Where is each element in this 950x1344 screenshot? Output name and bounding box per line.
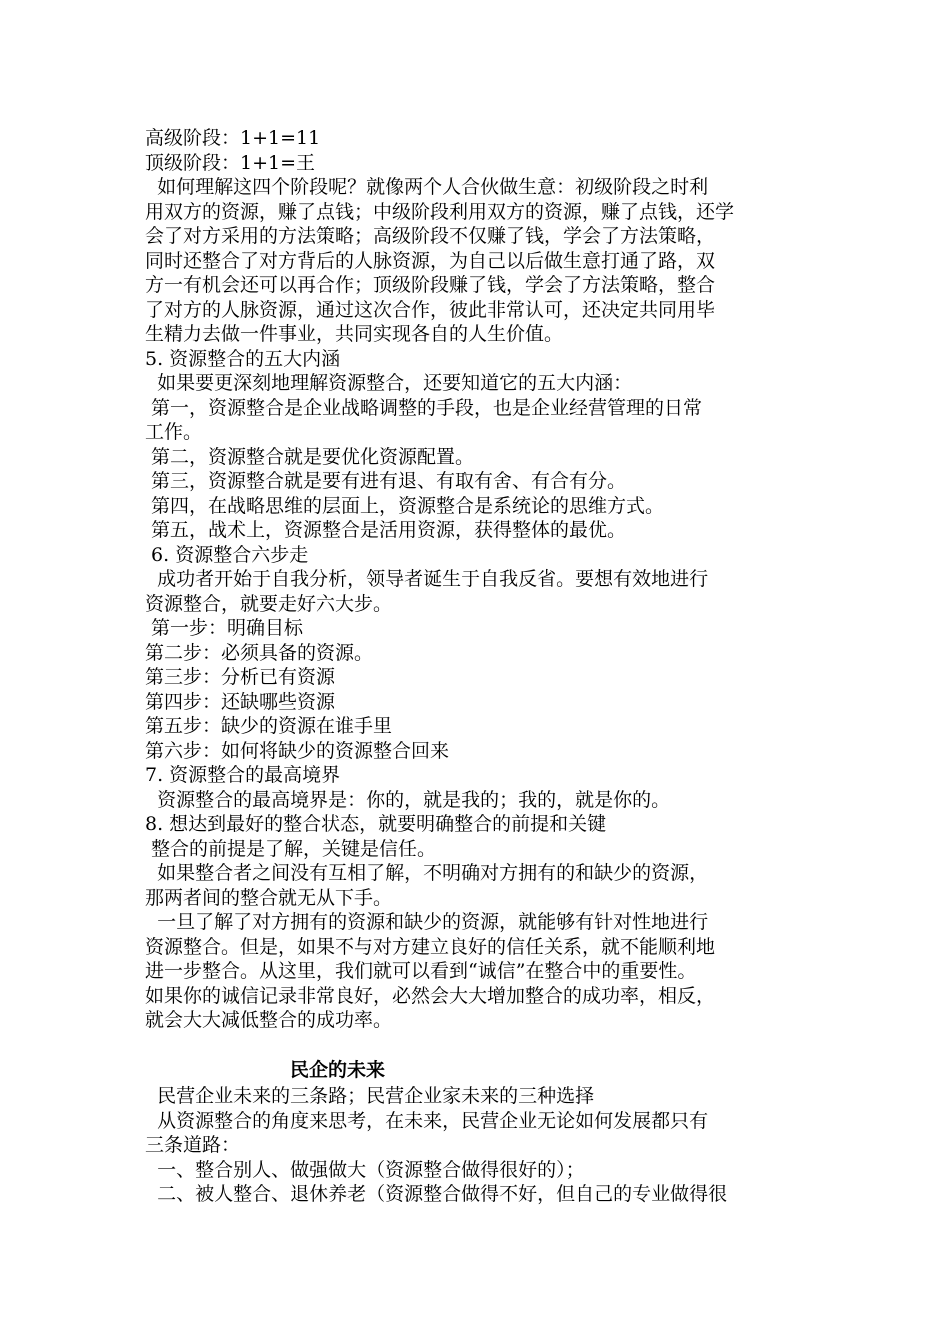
step-line: 第二步：必须具备的资源。	[145, 641, 374, 664]
text-line: 会了对方采用的方法策略；高级阶段不仅赚了钱，学会了方法策略，	[145, 225, 716, 247]
text-line: 高级阶段：1+1=11	[145, 127, 321, 149]
step-line: 第四步：还缺哪些资源	[145, 690, 336, 713]
blank-line	[145, 1033, 810, 1058]
step-line: 第六步：如何将缺少的资源整合回来	[145, 739, 450, 762]
body-text-bottom	[145, 1084, 810, 1207]
text-line: 生精力去做一件事业，共同实现各自的人生价值。	[145, 323, 564, 345]
text-line: 第五，战术上，资源整合是活用资源，获得整体的最优。	[145, 519, 627, 541]
text-line: 一、整合别人、做强做大（资源整合做得很好的）；	[145, 1158, 585, 1181]
text-line: 三条道路：	[145, 1134, 241, 1156]
section-heading-7: 7. 资源整合的最高境界	[145, 764, 341, 786]
section-heading-8: 8. 想达到最好的整合状态，就要明确整合的前提和关键	[145, 813, 607, 835]
text-line: 顶级阶段：1+1=王	[145, 151, 316, 174]
text-line: 进一步整合。从这里，我们就可以看到“诚信”在整合中的重要性。	[145, 960, 697, 982]
text-line: 第一，资源整合是企业战略调整的手段，也是企业经营管理的日常	[145, 396, 703, 419]
text-line: 方一有机会还可以再合作；顶级阶段赚了钱，学会了方法策略，整合	[145, 274, 716, 296]
step-line: 第一步：明确目标	[145, 617, 304, 639]
text-line: 如果要更深刻地理解资源整合，还要知道它的五大内涵：	[145, 372, 633, 394]
text-line: 就会大大减低整合的成功率。	[145, 1009, 393, 1031]
text-line: 民营企业未来的三条路；民营企业家未来的三种选择	[145, 1085, 595, 1107]
text-line: 同时还整合了对方背后的人脉资源，为自己以后做生意打通了路，双	[145, 249, 716, 272]
text-line: 如果你的诚信记录非常良好，必然会大大增加整合的成功率，相反，	[145, 984, 716, 1007]
text-line: 资源整合的最高境界是：你的，就是我的；我的，就是你的。	[145, 788, 671, 811]
text-line: 整合的前提是了解，关键是信任。	[145, 837, 437, 860]
body-text-top	[145, 126, 810, 1033]
text-line: 资源整合，就要走好六大步。	[145, 592, 393, 615]
text-line: 第三，资源整合就是要有进有退、有取有舍、有合有分。	[145, 470, 627, 492]
section-heading-6: 6. 资源整合六步走	[145, 543, 309, 566]
step-line: 第五步：缺少的资源在谁手里	[145, 715, 393, 737]
text-line: 用双方的资源，赚了点钱；中级阶段利用双方的资源，赚了点钱，还学	[145, 200, 735, 223]
text-line: 第四，在战略思维的层面上，资源整合是系统论的思维方式。	[145, 494, 665, 517]
document-page	[145, 126, 810, 1207]
text-line: 那两者间的整合就无从下手。	[145, 886, 393, 909]
text-line: 一旦了解了对方拥有的资源和缺少的资源，就能够有针对性地进行	[145, 911, 709, 933]
text-line: 如果整合者之间没有互相了解，不明确对方拥有的和缺少的资源，	[145, 862, 709, 884]
text-line: 第二，资源整合就是要优化资源配置。	[145, 445, 475, 468]
section-heading-5: 5. 资源整合的五大内涵	[145, 347, 341, 370]
text-line: 资源整合。但是，如果不与对方建立良好的信任关系，就不能顺利地	[145, 935, 716, 958]
step-line: 第三步：分析已有资源	[145, 666, 336, 688]
text-line: 了对方的人脉资源，通过这次合作，彼此非常认可，还决定共同用毕	[145, 298, 716, 321]
text-line: 成功者开始于自我分析，领导者诞生于自我反省。要想有效地进行	[145, 568, 709, 590]
text-line: 二、被人整合、退休养老（资源整合做得不好，但自己的专业做得很	[145, 1183, 728, 1205]
text-line: 从资源整合的角度来思考，在未来，民营企业无论如何发展都只有	[145, 1109, 709, 1132]
section-title: 民企的未来	[290, 1059, 386, 1081]
text-line: 工作。	[145, 421, 203, 443]
text-line: 如何理解这四个阶段呢？就像两个人合伙做生意：初级阶段之时利	[145, 176, 709, 198]
